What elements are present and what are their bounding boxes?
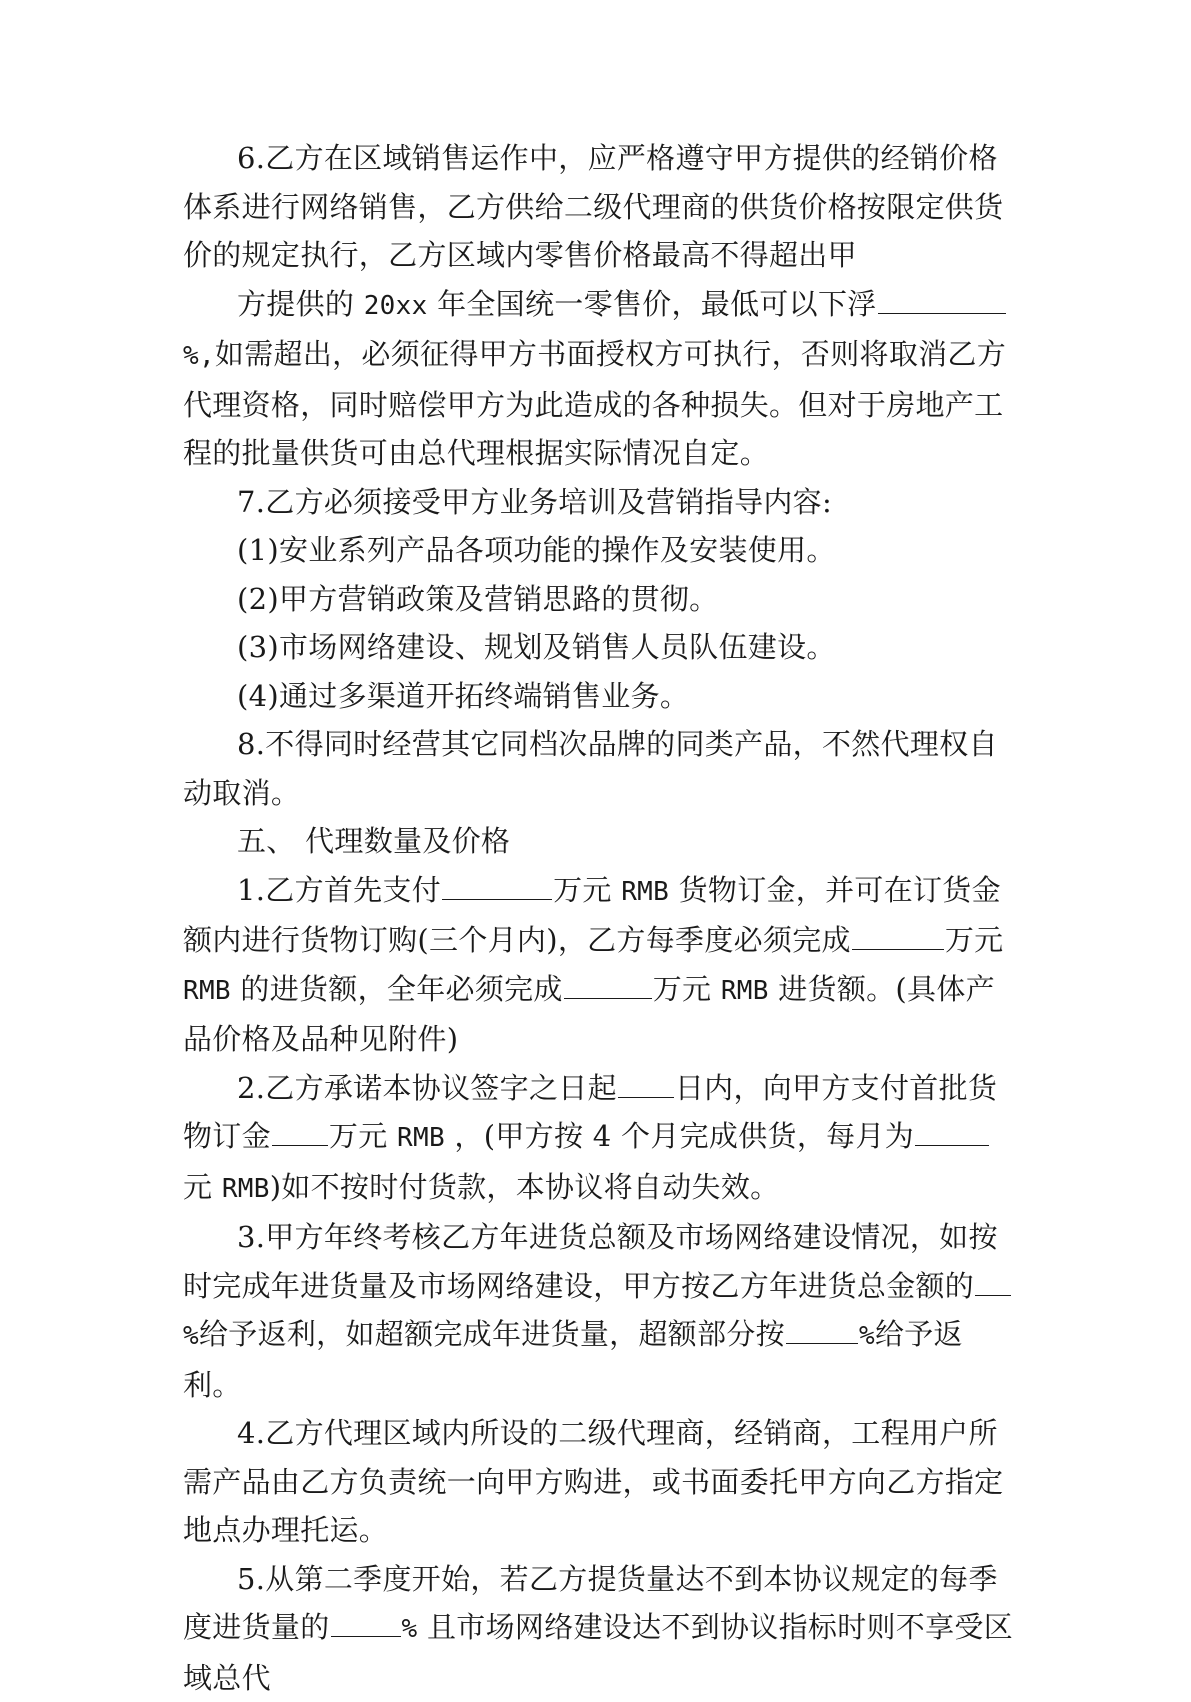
document-body	[183, 134, 1018, 1702]
item-3-text: (3)市场网络建设、规划及销售人员队伍建设。	[237, 630, 836, 664]
paragraph-price-4	[183, 1409, 1018, 1555]
paragraph-clause-6-cont	[183, 280, 1018, 478]
year-text: 20xx	[364, 291, 428, 321]
text: 万元	[553, 873, 621, 907]
text: 2.乙方承诺本协议签字之日起	[237, 1071, 617, 1105]
percent-sign: %	[859, 1321, 875, 1351]
text: 日内，向甲方支付首批货物订金	[183, 1071, 997, 1154]
text: 如需超出，必须征得甲方书面授权方可执行，否则将取消乙方代理资格，同时赔偿甲方为此造成的各种损失。但对于房地产工程的批量供货可由总代理根据实际情况自定。	[183, 337, 1006, 470]
text: 万元	[653, 972, 721, 1006]
clause-7-text: 7.乙方必须接受甲方业务培训及营销指导内容:	[237, 485, 832, 519]
fill-blank	[618, 1066, 674, 1097]
fill-blank	[915, 1115, 989, 1146]
fill-blank	[975, 1264, 1011, 1295]
text: 且市场网络建设达不到协议指标时则不享受区域总代	[183, 1610, 1013, 1695]
fill-blank	[878, 282, 1006, 313]
text: 3.甲方年终考核乙方年进货总额及市场网络建设情况，如按时完成年进货量及市场网络建设，甲方按乙方年进货总金额的	[183, 1220, 998, 1303]
text: 方提供的	[237, 287, 364, 321]
paragraph-item-2	[183, 575, 1018, 624]
text: 年全国统一零售价，最低可以下浮	[428, 287, 877, 321]
currency-text: RMB	[183, 976, 231, 1006]
text: 货物订金，并可在订货金额内进行货物订购(三个月内)，乙方每季度必须完成	[183, 873, 1001, 958]
text: 的进货额，全年必须完成	[231, 972, 563, 1006]
text: 给予返利。	[183, 1317, 963, 1402]
paragraph-item-4	[183, 672, 1018, 721]
text: 万元	[329, 1119, 397, 1153]
section-heading-text: 五、 代理数量及价格	[237, 824, 510, 858]
paragraph-price-1	[183, 866, 1018, 1064]
currency-text: RMB	[222, 1174, 270, 1204]
fill-blank	[331, 1606, 401, 1637]
fill-blank	[786, 1313, 858, 1344]
percent-sign: %,	[183, 341, 215, 371]
text: 1.乙方首先支付	[237, 873, 441, 907]
paragraph-price-5	[183, 1555, 1018, 1702]
percent-sign: %	[402, 1614, 418, 1644]
section-heading-five	[183, 817, 1018, 866]
text: 万元	[945, 923, 1004, 957]
text: )如不按时付货款，本协议将自动失效。	[270, 1170, 780, 1204]
fill-blank	[272, 1115, 328, 1146]
text: 元	[183, 1170, 222, 1204]
paragraph-price-2	[183, 1064, 1018, 1214]
text: ，(甲方按 4 个月完成供货，每月为	[445, 1119, 914, 1153]
fill-blank	[442, 868, 552, 899]
clause-6-text: 6.乙方在区域销售运作中，应严格遵守甲方提供的经销价格体系进行网络销售，乙方供给二级代理商的供货价格按限定供货价的规定执行，乙方区域内零售价格最高不得超出甲	[183, 141, 1003, 272]
paragraph-clause-6	[183, 134, 1018, 280]
fill-blank	[852, 919, 944, 950]
clause-8-text: 8.不得同时经营其它同档次品牌的同类产品，不然代理权自动取消。	[183, 727, 998, 810]
item-4-text: (4)通过多渠道开拓终端销售业务。	[237, 679, 689, 713]
percent-sign: %	[183, 1321, 199, 1351]
paragraph-item-3	[183, 623, 1018, 672]
fill-blank	[564, 967, 652, 998]
text: 5.从第二季度开始，若乙方提货量达不到本协议规定的每季度进货量的	[183, 1562, 998, 1645]
paragraph-clause-7	[183, 478, 1018, 527]
currency-text: RMB	[721, 976, 769, 1006]
paragraph-item-1	[183, 526, 1018, 575]
paragraph-price-3	[183, 1213, 1018, 1409]
text: 给予返利，如超额完成年进货量，超额部分按	[199, 1317, 785, 1351]
currency-text: RMB	[621, 877, 669, 907]
text: 进货额。(具体产品价格及品种见附件)	[183, 972, 995, 1057]
currency-text: RMB	[397, 1123, 445, 1153]
text: 4.乙方代理区域内所设的二级代理商，经销商，工程用户所需产品由乙方负责统一向甲方购进，或书面委托甲方向乙方指定地点办理托运。	[183, 1416, 1003, 1547]
item-2-text: (2)甲方营销政策及营销思路的贯彻。	[237, 582, 718, 616]
item-1-text: (1)安业系列产品各项功能的操作及安装使用。	[237, 533, 836, 567]
paragraph-clause-8	[183, 720, 1018, 817]
